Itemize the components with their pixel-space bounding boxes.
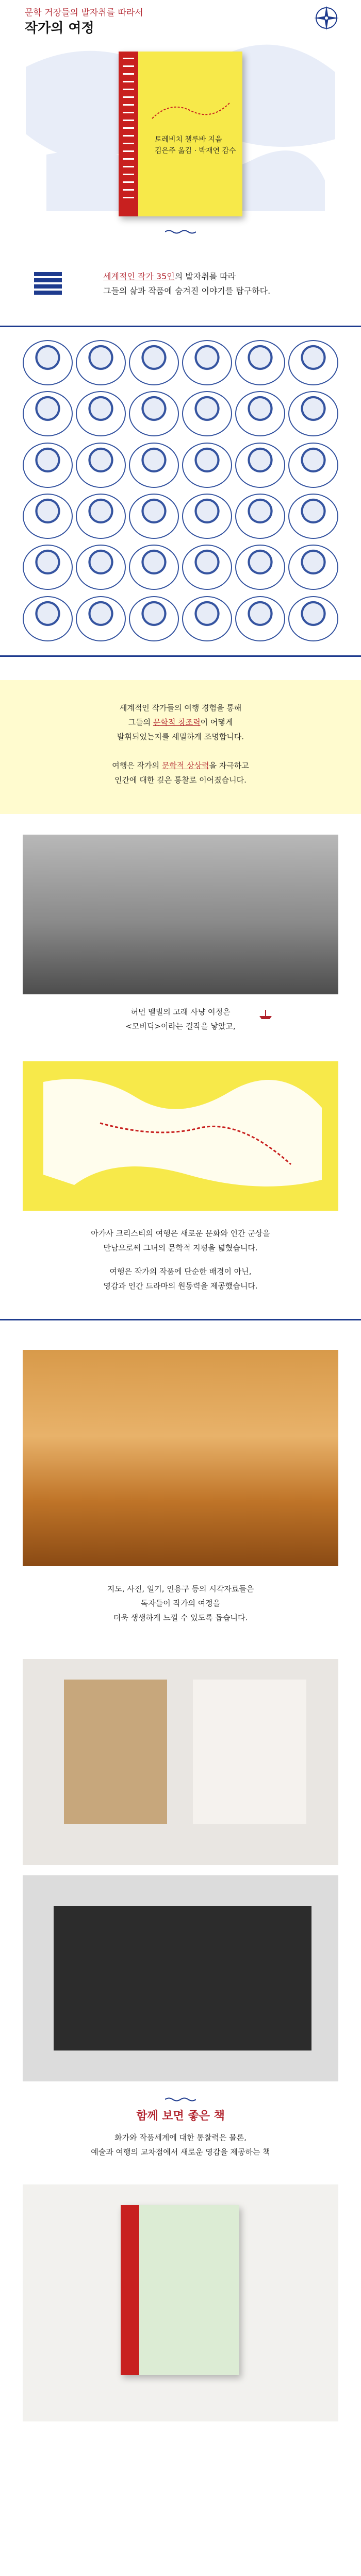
text-line: <모비딕>이라는 걸작을 낳았고,: [125, 1022, 236, 1031]
text-line: 그들의 문학적 창조력이 어떻게: [128, 718, 233, 727]
text-line: 여행은 작가의 작품에 단순한 배경이 아닌,: [109, 1267, 252, 1276]
recommend-heading: 함께 보면 좋은 책: [136, 2110, 225, 2123]
text-block-2: [0, 1005, 361, 1051]
mediterranean-map-image: [23, 1061, 338, 1211]
open-book-icon: [31, 268, 65, 299]
text-line: 영감과 인간 드라마의 원동력을 제공했습니다.: [103, 1281, 258, 1291]
author-portrait: [235, 494, 285, 539]
author-portrait: [76, 391, 126, 436]
author-portrait: [129, 443, 179, 488]
text-line: 지도, 사진, 일기, 인용구 등의 시각자료들은: [107, 1584, 254, 1594]
author-portrait: [129, 545, 179, 590]
author-portrait: [182, 545, 232, 590]
author-portrait: [129, 391, 179, 436]
wave-divider: [0, 2097, 361, 2102]
author-portrait: [288, 596, 338, 641]
text-line: 여행은 작가의 문학적 상상력을 자극하고: [112, 761, 249, 770]
intro-section: [0, 252, 361, 325]
author-portrait: [182, 596, 232, 641]
travel-map-section: [0, 1061, 361, 1211]
author-portrait: [129, 340, 179, 385]
text-line: 만남으로써 그녀의 문학적 지평을 넓혔습니다.: [103, 1243, 258, 1252]
author-portrait: [23, 494, 73, 539]
author-portrait: [182, 443, 232, 488]
author-portrait: [76, 494, 126, 539]
author-portrait: [288, 391, 338, 436]
text-block-4: [0, 1582, 361, 1643]
desert-photo: [23, 1350, 338, 1566]
portrait-grid: [23, 340, 338, 644]
author-portrait: [235, 391, 285, 436]
author-portrait: [23, 545, 73, 590]
author-portrait: [235, 545, 285, 590]
book-interior-photo-2: [23, 1875, 338, 2081]
header-subtitle: 문학 거장들의 발자취를 따라서: [25, 8, 143, 18]
author-portrait: [129, 596, 179, 641]
intro-line-1: 세계적인 작가 35인의 발자취를 따라: [103, 272, 236, 281]
book-cover: [119, 52, 242, 216]
harbor-engraving-image: [23, 835, 338, 994]
text-line: 허먼 멜빌의 고래 사냥 여정은: [130, 1007, 231, 1016]
author-portrait: [182, 391, 232, 436]
intro-line-2: 그들의 삶과 작품에 숨겨진 이야기를 탐구하다.: [103, 286, 271, 296]
text-line: 발휘되었는지를 세밀하게 조명합니다.: [117, 732, 244, 741]
page-title: 작가의 여정: [25, 21, 94, 36]
author-portrait: [76, 340, 126, 385]
header: [0, 0, 361, 36]
author-portrait: [288, 340, 338, 385]
author-portrait: [76, 545, 126, 590]
author-portrait: [182, 494, 232, 539]
author-portrait: [23, 391, 73, 436]
compass-icon: [313, 4, 340, 32]
author-portrait: [23, 340, 73, 385]
text-line: 더욱 생생하게 느낄 수 있도록 돕습니다.: [113, 1613, 248, 1622]
author-portrait: [235, 443, 285, 488]
hero-section: [0, 36, 361, 227]
text-line: 예술과 여행의 교차점에서 새로운 영감을 제공하는 책: [91, 2147, 270, 2157]
text-line: 독자들이 작가의 여정을: [140, 1599, 221, 1608]
author-portrait: [76, 596, 126, 641]
book-interior-photo-1: [23, 1659, 338, 1865]
text-block-3: [0, 1226, 361, 1298]
book-author: 토레비치 챌루바 지음: [155, 135, 222, 144]
text-line: 아가사 크리스티의 여행은 새로운 문화와 인간 군상을: [91, 1229, 270, 1238]
author-portrait: [235, 340, 285, 385]
author-portrait: [288, 443, 338, 488]
section-divider: [0, 655, 361, 657]
author-portrait: [235, 596, 285, 641]
text-line: 세계적인 작가들의 여행 경험을 통해: [119, 703, 242, 713]
route-line-graphic: [150, 98, 232, 124]
text-line: 화가와 작품세계에 대한 통찰력은 물론,: [114, 2133, 247, 2142]
text-block-1: [0, 680, 361, 814]
text-line: 인간에 대한 깊은 통찰로 이어졌습니다.: [114, 775, 247, 785]
author-portrait: [288, 545, 338, 590]
author-portrait: [288, 494, 338, 539]
recommend-section: [0, 2097, 361, 2169]
author-portrait: [23, 443, 73, 488]
book-translator: 김은주 옮김 · 박재연 감수: [155, 147, 236, 155]
wave-divider: [0, 229, 361, 240]
section-divider: [0, 326, 361, 327]
author-portrait: [76, 443, 126, 488]
author-portraits-section: [0, 330, 361, 654]
author-portrait: [129, 494, 179, 539]
author-portrait: [23, 596, 73, 641]
author-portrait: [182, 340, 232, 385]
section-divider: [0, 1319, 361, 1320]
related-book-photo: [23, 2184, 338, 2421]
ship-icon: [258, 1008, 273, 1020]
book-spine: [119, 52, 138, 216]
